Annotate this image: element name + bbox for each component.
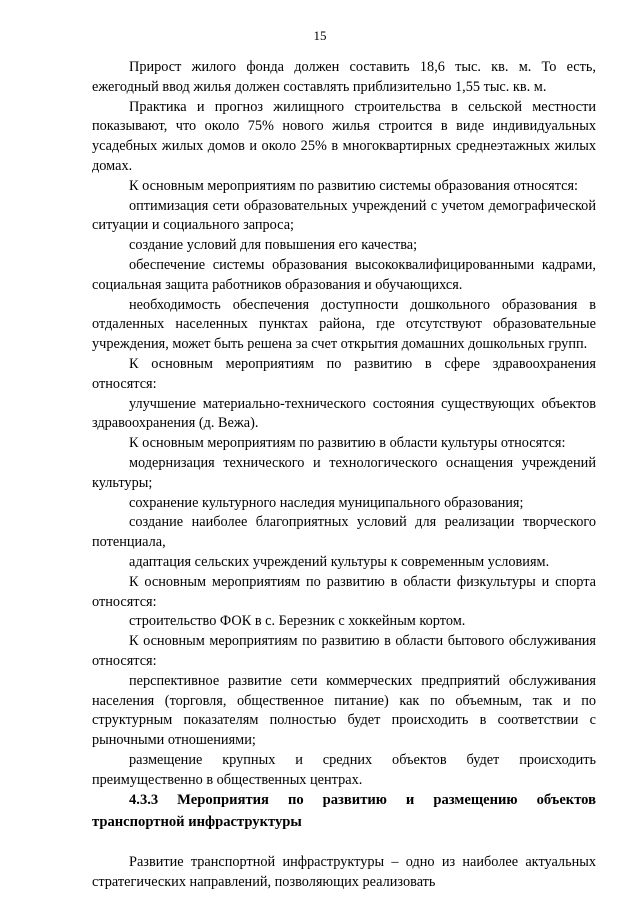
paragraph-education-item-2: создание условий для повышения его качества; [129, 237, 418, 254]
paragraph-services-item-1: перспективное развитие сети коммерческих предприятий обслуживания населения (торговля, общественное питание) как по объемным, так и по структурным показателям полностью будет происходить в соответствии с рыночными отношениями; [92, 672, 596, 749]
section-heading: 4.3.3 Мероприятия по развитию и размещению объектов транспортной инфраструктуры [92, 792, 596, 830]
paragraph-education-item-1: оптимизация сети образовательных учреждений с учетом демографической ситуации и социального запроса; [92, 197, 596, 234]
paragraph-education-intro: К основным мероприятиям по развитию системы образования относятся: [129, 177, 579, 194]
paragraph-sport-intro: К основным мероприятиям по развитию в области физкультуры и спорта относятся: [92, 573, 596, 610]
paragraph-education-item-4: необходимость обеспечения доступности дошкольного образования в отдаленных населенных пунктах района, где отсутствуют образовательные учреждения, может быть решена за счет открытия домашних дошкольных групп. [92, 296, 596, 353]
paragraph-culture-item-3: создание наиболее благоприятных условий для реализации творческого потенциала, [92, 514, 596, 551]
paragraph-culture-item-1: модернизация технического и технологического оснащения учреждений культуры; [92, 454, 596, 491]
paragraph-culture-intro: К основным мероприятиям по развитию в области культуры относятся: [129, 435, 566, 452]
paragraph-sport-item-1: строительство ФОК в с. Березник с хоккейным кортом. [129, 613, 466, 630]
page-number: 15 [313, 28, 327, 43]
paragraph-housing-growth: Прирост жилого фонда должен составить 18,6 тыс. кв. м. То есть, ежегодный ввод жилья должен составлять приблизительно 1,55 тыс. кв. м. [92, 59, 596, 95]
document-body [92, 58, 596, 893]
paragraph-culture-item-2: сохранение культурного наследия муниципального образования; [129, 494, 524, 511]
paragraph-transport-intro: Развитие транспортной инфраструктуры – одно из наиболее актуальных стратегических направлений, позволяющих реализовать [92, 854, 596, 891]
paragraph-services-item-2: размещение крупных и средних объектов будет происходить преимущественно в общественных центрах. [92, 751, 596, 788]
paragraph-education-item-3: обеспечение системы образования высококвалифицированными кадрами, социальная защита работников образования и обучающихся. [92, 256, 596, 293]
paragraph-health-item-1: улучшение материально-технического состояния существующих объектов здравоохранения (д. Вежа). [92, 395, 596, 432]
paragraph-culture-item-4: адаптация сельских учреждений культуры к современным условиям. [129, 553, 550, 570]
paragraph-health-intro: К основным мероприятиям по развитию в сфере здравоохранения относятся: [92, 355, 596, 392]
paragraph-services-intro: К основным мероприятиям по развитию в области бытового обслуживания относятся: [92, 633, 596, 669]
paragraph-housing-practice: Практика и прогноз жилищного строительства в сельской местности показывают, что около 75% нового жилья строится в виде индивидуальных усадебных жилых домов и около 25% в многоквартирных среднеэтажных жилых домах. [92, 98, 596, 174]
